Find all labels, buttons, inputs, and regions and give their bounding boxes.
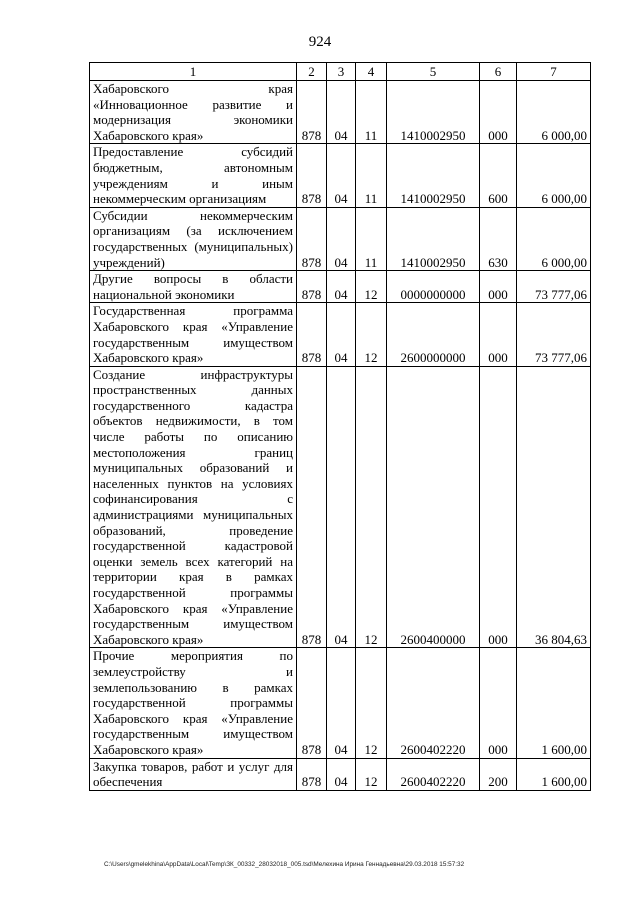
file-path-footer: C:\Users\gmelekhina\AppData\Local\Temp\ЗК_00332_28032018_005.tsd\Мелехина Ирина Геннадьевна\29.03.2018 15:57:32 (104, 861, 465, 868)
cell-amount: 73 777,06 (517, 271, 591, 303)
cell-amount: 6 000,00 (517, 144, 591, 207)
cell-subsection: 11 (356, 81, 387, 144)
cell-target-article: 1410002950 (387, 81, 480, 144)
cell-subsection: 12 (356, 366, 387, 648)
row-name: Закупка товаров, работ и услуг для обеспечения (90, 758, 297, 790)
cell-section: 04 (327, 271, 356, 303)
column-header: 3 (327, 63, 356, 81)
cell-expense-type: 000 (480, 271, 517, 303)
cell-section: 04 (327, 207, 356, 270)
cell-subsection: 11 (356, 144, 387, 207)
cell-admin-code: 878 (297, 271, 327, 303)
cell-subsection: 12 (356, 758, 387, 790)
cell-section: 04 (327, 144, 356, 207)
cell-section: 04 (327, 303, 356, 366)
cell-subsection: 12 (356, 271, 387, 303)
table-row (90, 303, 591, 366)
cell-target-article: 1410002950 (387, 207, 480, 270)
row-name: Другие вопросы в области национальной экономики (90, 271, 297, 303)
table-row (90, 758, 591, 790)
table-header-row (90, 63, 591, 81)
table-row (90, 207, 591, 270)
column-header: 5 (387, 63, 480, 81)
table-row (90, 81, 591, 144)
cell-section: 04 (327, 758, 356, 790)
row-name: Хабаровского края «Инновационное развитие и модернизация экономики Хабаровского края» (90, 81, 297, 144)
cell-expense-type: 000 (480, 648, 517, 758)
table-row (90, 271, 591, 303)
page-number: 924 (308, 34, 332, 50)
cell-amount: 36 804,63 (517, 366, 591, 648)
column-header: 6 (480, 63, 517, 81)
cell-amount: 1 600,00 (517, 648, 591, 758)
cell-expense-type: 600 (480, 144, 517, 207)
cell-section: 04 (327, 366, 356, 648)
cell-admin-code: 878 (297, 207, 327, 270)
row-name: Прочие мероприятия по землеустройству и землепользованию в рамках государственной программы Хабаровского края «Управление государственным имуществом Хабаровского края» (90, 648, 297, 758)
cell-amount: 1 600,00 (517, 758, 591, 790)
cell-target-article: 2600402220 (387, 758, 480, 790)
cell-admin-code: 878 (297, 758, 327, 790)
cell-expense-type: 000 (480, 81, 517, 144)
cell-subsection: 12 (356, 303, 387, 366)
row-name: Государственная программа Хабаровского края «Управление государственным имуществом Хабаровского края» (90, 303, 297, 366)
cell-target-article: 0000000000 (387, 271, 480, 303)
column-header: 7 (517, 63, 591, 81)
table-row (90, 144, 591, 207)
cell-target-article: 2600000000 (387, 303, 480, 366)
cell-target-article: 2600400000 (387, 366, 480, 648)
cell-admin-code: 878 (297, 366, 327, 648)
cell-section: 04 (327, 81, 356, 144)
cell-admin-code: 878 (297, 81, 327, 144)
cell-amount: 73 777,06 (517, 303, 591, 366)
cell-amount: 6 000,00 (517, 207, 591, 270)
cell-expense-type: 630 (480, 207, 517, 270)
table-row (90, 648, 591, 758)
cell-target-article: 1410002950 (387, 144, 480, 207)
cell-target-article: 2600402220 (387, 648, 480, 758)
cell-subsection: 11 (356, 207, 387, 270)
column-header: 1 (90, 63, 297, 81)
column-header: 2 (297, 63, 327, 81)
cell-admin-code: 878 (297, 648, 327, 758)
cell-amount: 6 000,00 (517, 81, 591, 144)
cell-expense-type: 000 (480, 303, 517, 366)
row-name: Предоставление субсидий бюджетным, автономным учреждениям и иным некоммерческим организациям (90, 144, 297, 207)
row-name: Субсидии некоммерческим организациям (за исключением государственных (муниципальных) учреждений) (90, 207, 297, 270)
cell-expense-type: 000 (480, 366, 517, 648)
table-row (90, 366, 591, 648)
column-header: 4 (356, 63, 387, 81)
row-name: Создание инфраструктуры пространственных данных государственного кадастра объектов недвижимости, в том числе работы по описанию местоположения границ муниципальных образований и населенных пунктов на условиях софинансирования с администрациями муниципальных образований, проведение государственной кадастровой оценки земель всех категорий на территории края в рамках государственной программы Хабаровского края «Управление государственным имуществом Хабаровского края» (90, 366, 297, 648)
cell-expense-type: 200 (480, 758, 517, 790)
cell-admin-code: 878 (297, 303, 327, 366)
cell-subsection: 12 (356, 648, 387, 758)
cell-section: 04 (327, 648, 356, 758)
cell-admin-code: 878 (297, 144, 327, 207)
budget-table (89, 62, 591, 791)
